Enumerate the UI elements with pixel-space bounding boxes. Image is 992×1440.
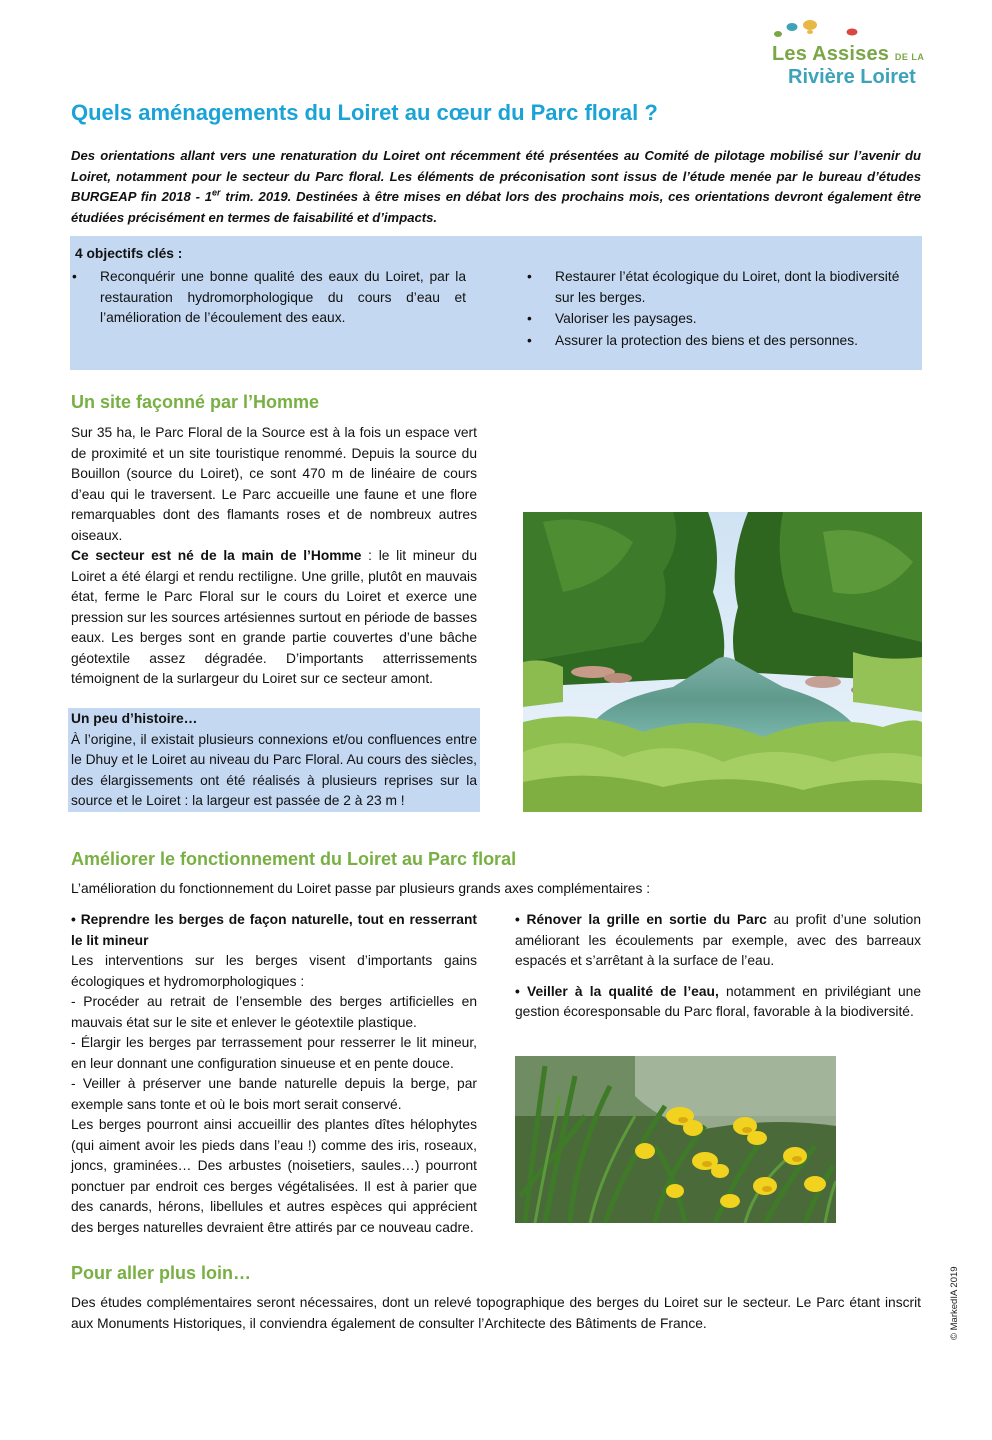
- page-title: Quels aménagements du Loiret au cœur du Parc floral ?: [71, 100, 658, 125]
- logo-dots-icon: [770, 18, 870, 46]
- iris-photo: [515, 1056, 836, 1223]
- section-heading-site: Un site façonné par l’Homme: [71, 392, 320, 412]
- paragraph: Les interventions sur les berges visent d’importants gains écologiques et hydromorphologiques :: [71, 953, 477, 989]
- paragraph: Ce secteur est né de la main de l’Homme : le lit mineur du Loiret a été élargi et rendu rectiligne. Une grille, plutôt en mauvais état, ferme le Parc Floral sur le cours du Loiret et exerce une pression sur les sources artésiennes surtout en période de basses eaux. Les berges sont en grande partie couvertes d’une bâche géotextile assez dégradée. D’importants atterrissements témoignent de la surlargeur du Loiret sur ce secteur amont.: [71, 548, 477, 686]
- objectives-left-list: [70, 267, 466, 329]
- list-item: • Reconquérir une bonne qualité des eaux du Loiret, par la restauration hydromorphologique du cours d’eau et l’amélioration de l’écoulement des eaux.: [72, 269, 466, 325]
- paragraph: Sur 35 ha, le Parc Floral de la Source est à la fois un espace vert de proximité et un site touristique renommé. Depuis la source du Bouillon (source du Loiret), ce sont 470 m de linéaire de cours d’eau qui le traversent. Le Parc accueille une faune et une flore remarquables dont des flamants roses et de nombreux autres oiseaux.: [71, 425, 477, 543]
- paragraph: - Veiller à préserver une bande naturelle depuis la berge, par exemple sans tonte et où le bois mort serait conservé.: [71, 1076, 477, 1112]
- logo-line2: Rivière Loiret: [788, 66, 916, 88]
- list-item: • Assurer la protection des biens et des personnes.: [527, 332, 858, 348]
- copyright: © MarkedIA 2019: [949, 1266, 960, 1340]
- section-improve-intro: L’amélioration du fonctionnement du Loiret passe par plusieurs grands axes complémentaires :: [71, 881, 651, 896]
- objectives-box: [70, 236, 922, 370]
- list-item: • Restaurer l’état écologique du Loiret, dont la biodiversité sur les berges.: [527, 269, 900, 305]
- left-column-heading: • Reprendre les berges de façon naturelle, tout en resserrant le lit mineur: [71, 912, 477, 948]
- river-photo: [523, 512, 922, 812]
- history-text: À l’origine, il existait plusieurs connexions et/ou confluences entre le Dhuy et le Loiret au niveau du Parc Floral. Au cours des siècles, des élargissements ont été réalisés à plusieurs reprises sur la source et le Loiret : la largeur est passée de 2 à 23 m !: [71, 731, 477, 808]
- paragraph: • Veiller à la qualité de l’eau, notamment en privilégiant une gestion écoresponsable du Parc floral, favorable à la biodiversité.: [515, 983, 921, 1019]
- list-item: • Valoriser les paysages.: [527, 311, 697, 326]
- paragraph: - Procéder au retrait de l’ensemble des berges artificielles en mauvais état sur le site et enlever le géotextile plastique.: [71, 994, 477, 1030]
- objectives-right-list: [525, 267, 905, 351]
- paragraph: • Rénover la grille en sortie du Parc au profit d’une solution améliorant les écoulements par exemple, avec des barreaux espacés et s’arrêtant à la surface de l’eau.: [515, 912, 921, 968]
- objectives-heading: 4 objectifs clés :: [75, 246, 183, 261]
- logo-line1: Les Assises DE LA: [772, 43, 925, 65]
- section-site-text: [71, 423, 477, 690]
- section-further-text: Des études complémentaires seront nécessaires, dont un relevé topographique des berges du Loiret sur le secteur. Le Parc étant inscrit aux Monuments Historiques, il conviendra également de consulter l’Architecte des Bâtiments de France.: [71, 1295, 921, 1331]
- paragraph: - Élargir les berges par terrassement pour resserrer le lit mineur, en leur donnant une configuration sinueuse et en pente douce.: [71, 1035, 477, 1071]
- improve-right-column: [515, 910, 921, 1023]
- improve-left-column: [71, 910, 477, 1238]
- section-heading-further: Pour aller plus loin…: [71, 1263, 252, 1283]
- history-heading: Un peu d’histoire…: [71, 711, 198, 726]
- history-box: [68, 708, 480, 812]
- intro-paragraph: Des orientations allant vers une renaturation du Loiret ont récemment été présentées au Comité de pilotage mobilisé sur l’avenir du Loiret, notamment pour le secteur du Parc floral. Les éléments de préconisation sont issus de l’étude menée par le bureau d’études BURGEAP fin 2018 - 1er trim. 2019. Destinées à être mises en débat lors des prochains mois, ces orientations devront également être étudiées précisément en termes de faisabilité et d’impacts.: [71, 148, 921, 225]
- section-heading-improve: Améliorer le fonctionnement du Loiret au Parc floral: [71, 849, 517, 869]
- paragraph: Les berges pourront ainsi accueillir des plantes dîtes hélophytes (qui aiment avoir les pieds dans l’eau !) comme des iris, roseaux, joncs, graminées… Des arbustes (noisetiers, saules…) pourront ponctuer par endroit ces berges végétalisées. Il est à parier que des canards, hérons, libellules et autres espèces qui apprécient des berges naturelles devraient être attirés par ce nouveau cadre.: [71, 1117, 477, 1235]
- logo: [770, 18, 930, 96]
